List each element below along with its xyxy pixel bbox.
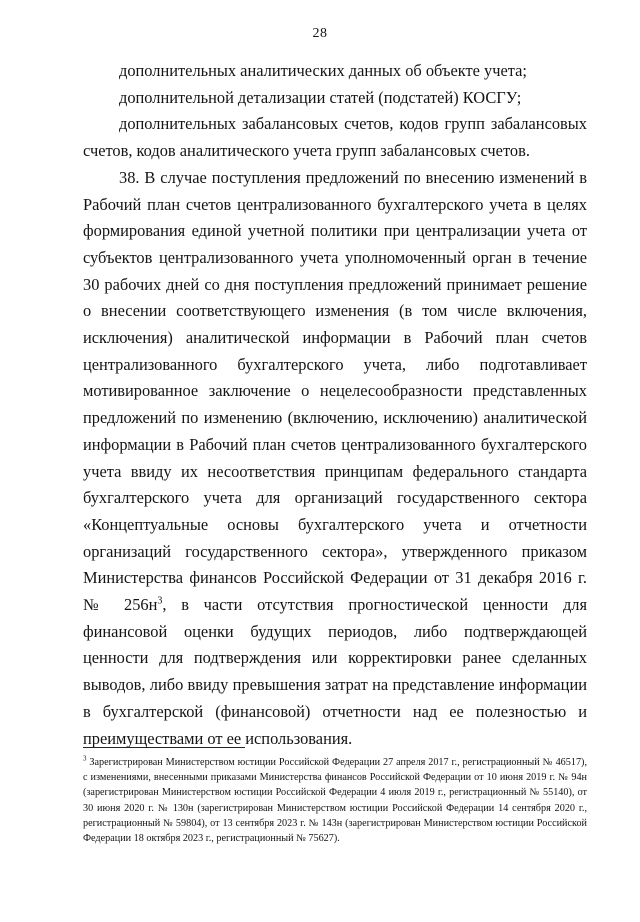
paragraph-kosgu-detail: дополнительной детализации статей (подстатей) КОСГУ;: [119, 87, 522, 107]
paragraph-analytical-data: дополнительных аналитических данных об объекте учета;: [119, 61, 527, 80]
footnote: [83, 755, 587, 846]
item-38-text-part-2: , в части отсутствия прогностической ценности для финансовой оценки будущих периодов, либо подтверждающей ценности для подтверждения или корректировки ранее сделанных выводов, либо ввиду превышения затрат на представление информации в бухгалтерской (финансовой) отчетности над ее полезностью и преимуществами от ее использования.: [83, 595, 588, 748]
document-body: [83, 58, 587, 752]
footnote-reference: 3: [157, 595, 163, 607]
paragraph-item-38: [83, 165, 587, 752]
page-number: 28: [312, 26, 328, 41]
footnote-mark: 3: [83, 754, 87, 763]
paragraph-off-balance-accounts: дополнительных забалансовых счетов, кодов групп забалансовых счетов, кодов аналитического учета групп забалансовых счетов.: [83, 114, 587, 161]
item-38-text-part-1: 38. В случае поступления предложений по внесению изменений в Рабочий план счетов централизованного бухгалтерского учета в целях формирования единой учетной политики при централизации учета от субъектов централизованного учета уполномоченный орган в течение 30 рабочих дней со дня поступления предложений принимает решение о внесении соответствующего изменения (в том числе включения, исключения) аналитической информации в Рабочий план счетов централизованного бухгалтерского учета, либо подготавливает мотивированное заключение о нецелесообразности представленных предложений по изменению (включению, исключению) аналитической информации в Рабочий план счетов централизованного бухгалтерского учета ввиду их несоответствия принципам федерального стандарта бухгалтерского учета для организаций государственного сектора «Концептуальные основы бухгалтерского учета и отчетности организаций государственного сектора», утвержденного приказом Министерства финансов Российской Федерации от 31 декабря 2016 г. № 256н: [83, 167, 587, 615]
footnote-text: Зарегистрирован Министерством юстиции Российской Федерации 27 апреля 2017 г., регистрационный № 46517), с изменениями, внесенными приказами Министерства финансов Российской Федерации от 10 июня 2019 г. № 94н (зарегистрирован Министерством юстиции Российской Федерации 4 июля 2019 г., регистрационный № 55140), от 30 июня 2020 г. № 130н (зарегистрирован Министерством юстиции Российской Федерации 14 сентября 2020 г., регистрационный № 59804), от 13 сентября 2023 г. № 143н (зарегистрирован Министерством юстиции Российской Федерации 18 октября 2023 г., регистрационный № 75627).: [83, 757, 587, 845]
footnote-separator: [83, 747, 245, 748]
